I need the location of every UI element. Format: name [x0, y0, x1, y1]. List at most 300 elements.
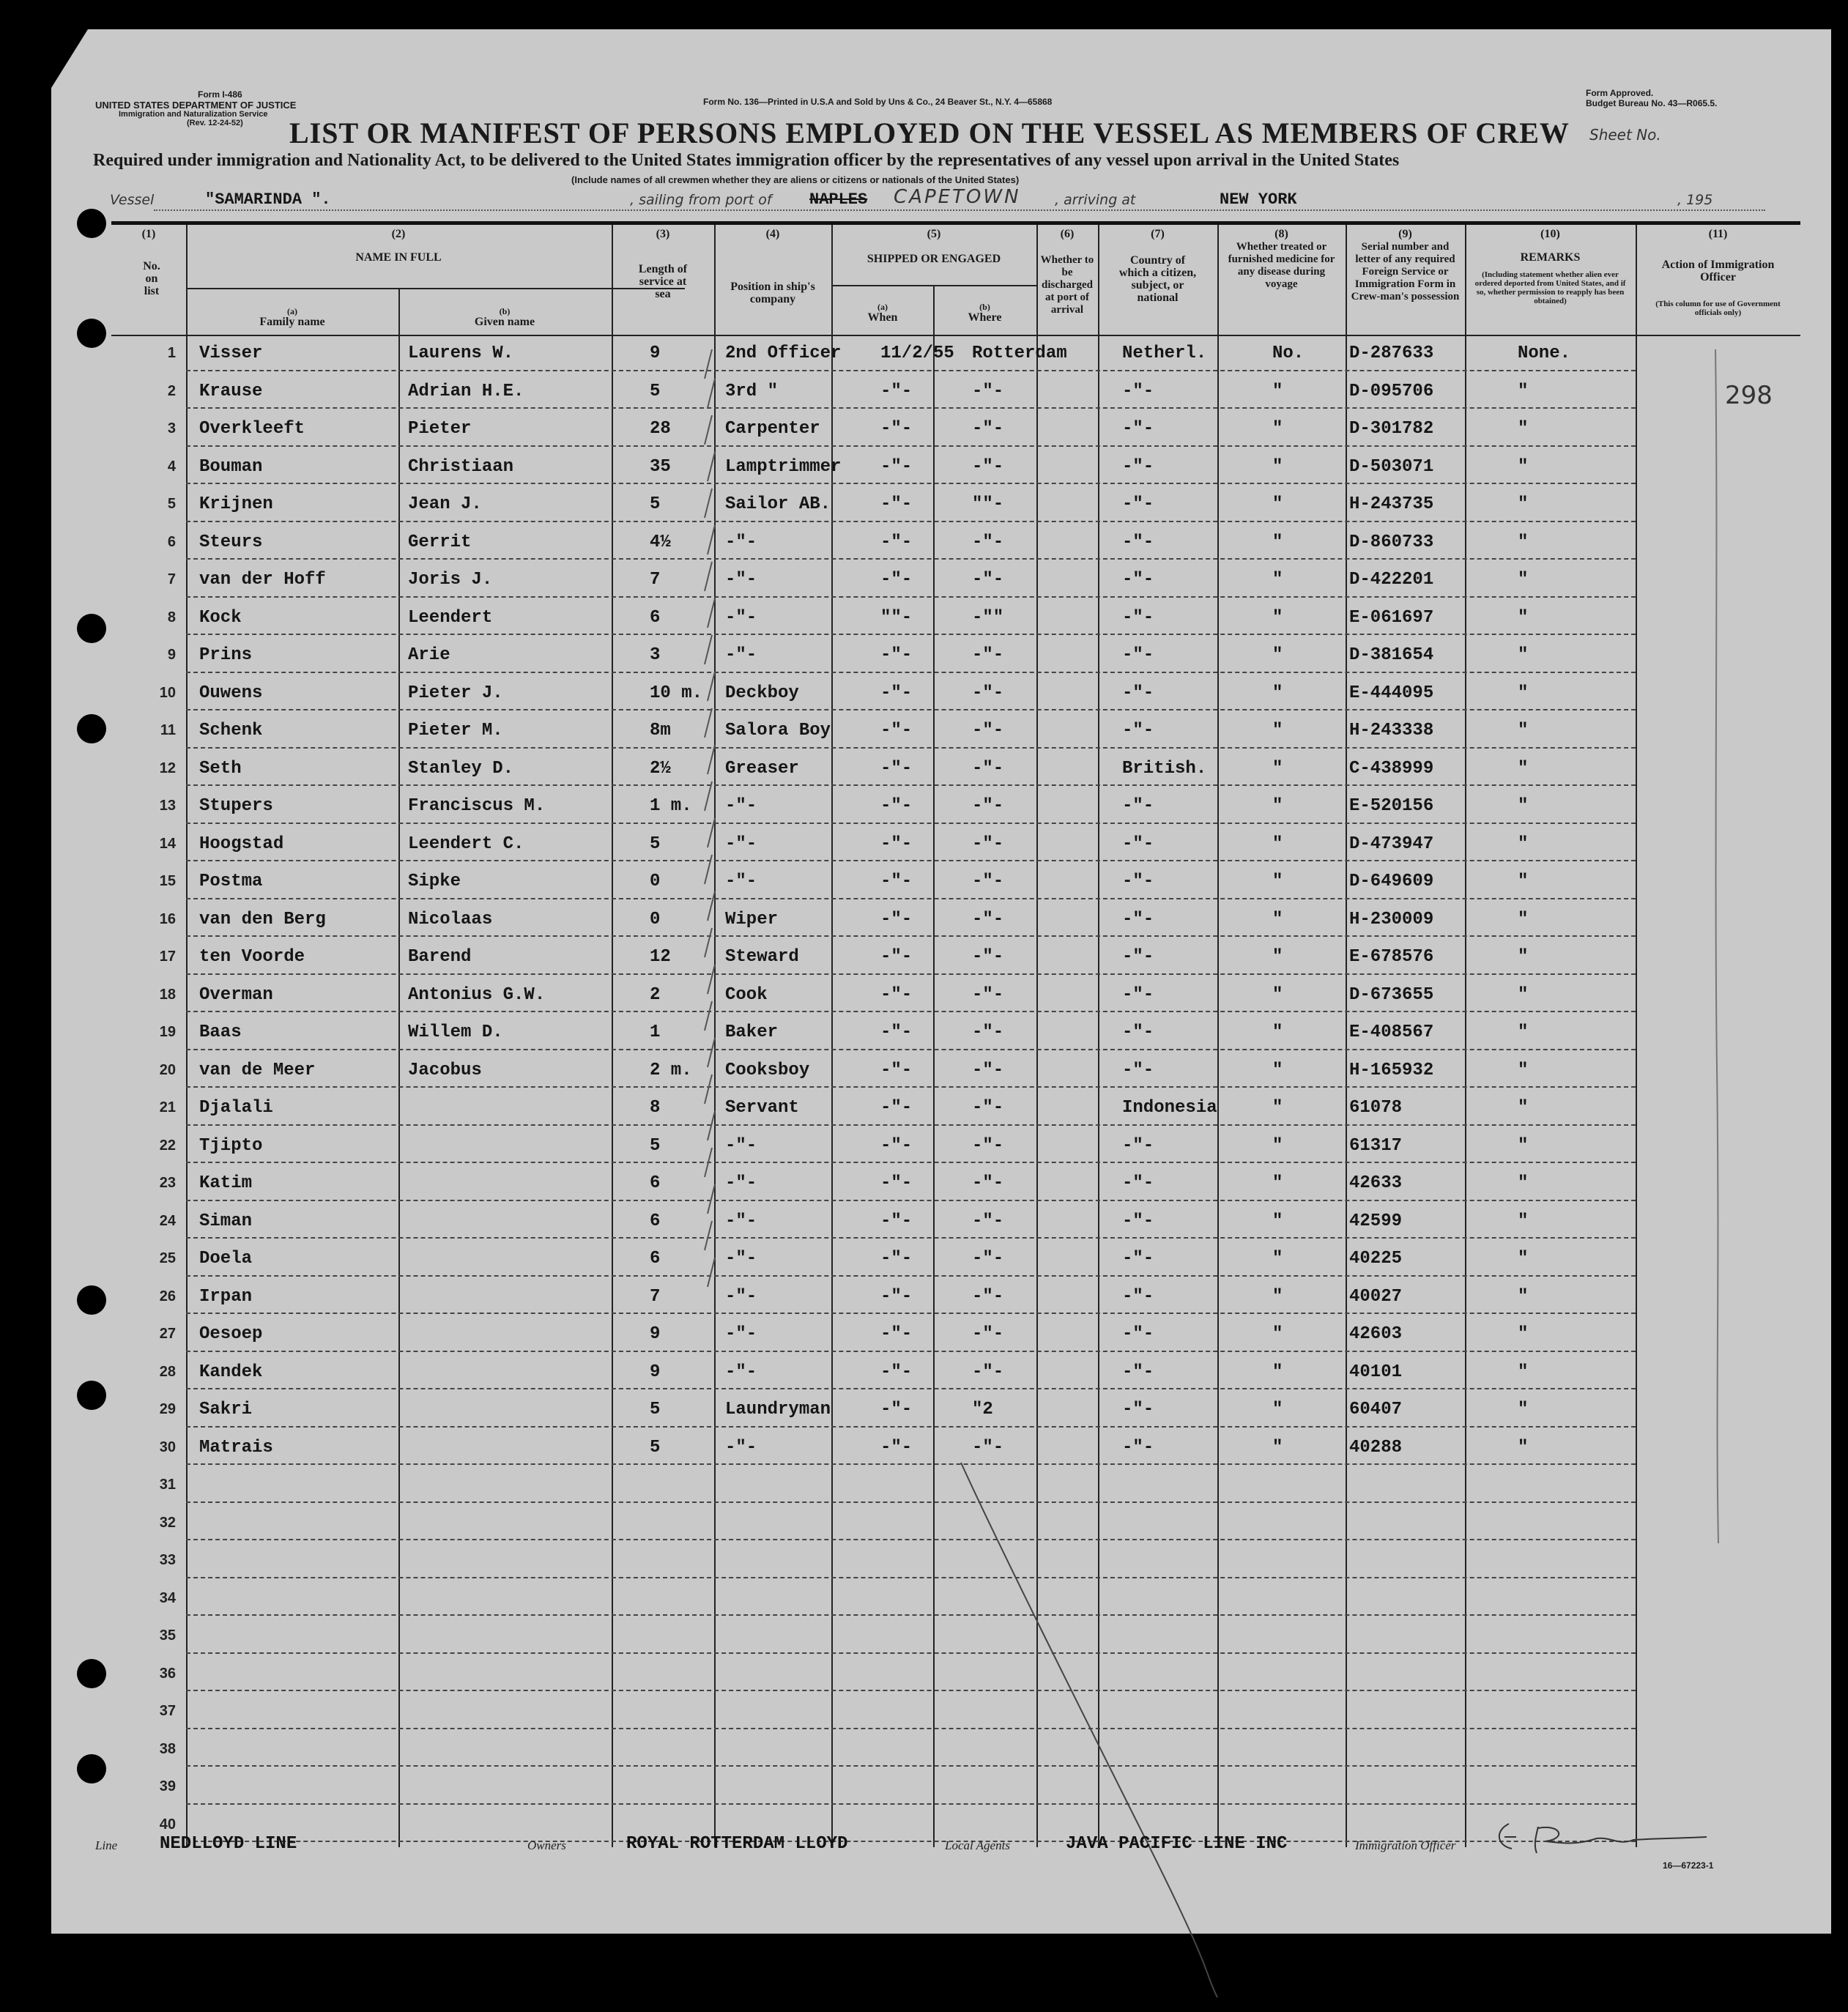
- row-number: 32: [159, 1514, 176, 1531]
- cell-where: -"-: [972, 456, 1004, 477]
- cell-serial: 40225: [1349, 1249, 1403, 1269]
- cell-medicine: ": [1272, 645, 1283, 665]
- cell-position: Wiper: [725, 909, 779, 929]
- cell-position: Sailor AB.: [725, 494, 831, 514]
- cell-remarks: ": [1518, 796, 1529, 816]
- arriving-label: , arriving at: [1055, 192, 1136, 208]
- cell-remarks: ": [1518, 683, 1529, 703]
- cell-position: Cook: [725, 984, 768, 1005]
- cell-medicine: ": [1272, 1098, 1283, 1118]
- col6-label: Whether to be discharged at port of arrival: [1040, 254, 1094, 316]
- cell-when: -"-: [880, 1362, 913, 1382]
- row-number: 38: [159, 1740, 176, 1757]
- cell-medicine: ": [1272, 984, 1283, 1005]
- row-rule: [186, 709, 1636, 710]
- cell-service: 2½: [650, 758, 671, 779]
- row-rule: [186, 1049, 1636, 1050]
- cell-country: -"-: [1122, 1060, 1154, 1080]
- cell-medicine: ": [1272, 1249, 1283, 1269]
- page-title: LIST OR MANIFEST OF PERSONS EMPLOYED ON THE VESSEL AS MEMBERS OF CREW: [289, 116, 1570, 149]
- cell-given: Jacobus: [408, 1060, 482, 1080]
- cell-where: -"-: [972, 721, 1004, 740]
- cell-family: van de Meer: [199, 1060, 316, 1080]
- vessel-name: "SAMARINDA ".: [205, 190, 331, 209]
- cell-when: -"-: [880, 1060, 913, 1080]
- cell-when: -"-: [880, 947, 913, 967]
- tick-marks: [683, 335, 727, 1580]
- stamp-number: 298: [1725, 381, 1773, 410]
- cell-serial: D-860733: [1349, 532, 1434, 552]
- cell-country: -"-: [1122, 1437, 1154, 1458]
- col2-num: (2): [391, 228, 406, 240]
- col2b-label: Given name: [474, 316, 535, 328]
- row-number: 6: [167, 533, 176, 550]
- cell-medicine: ": [1272, 1437, 1283, 1458]
- row-rule: [186, 1728, 1636, 1729]
- row-number: 16: [159, 910, 176, 927]
- cell-when: -"-: [880, 532, 913, 552]
- cell-service: 28: [650, 419, 671, 439]
- struck-port: NAPLES: [809, 190, 868, 209]
- cell-family: Oesoep: [199, 1324, 263, 1344]
- manifest-sheet: [51, 29, 1831, 1934]
- cell-medicine: ": [1272, 494, 1283, 514]
- col10-label: REMARKS: [1520, 251, 1581, 264]
- cell-family: Bouman: [199, 456, 263, 477]
- cell-position: Servant: [725, 1098, 799, 1118]
- cell-position: -"-: [725, 1437, 757, 1458]
- row-number: 29: [159, 1401, 176, 1417]
- cell-family: Overman: [199, 984, 273, 1005]
- cell-position: Deckboy: [725, 683, 799, 703]
- cell-medicine: ": [1272, 1324, 1283, 1344]
- cell-remarks: ": [1518, 1437, 1529, 1458]
- cell-serial: E-408567: [1349, 1022, 1434, 1042]
- row-number: 2: [167, 382, 176, 399]
- cell-serial: 42599: [1349, 1211, 1403, 1231]
- row-rule: [186, 1501, 1636, 1503]
- col4-num: (4): [765, 228, 780, 240]
- cell-remarks: ": [1518, 1324, 1529, 1344]
- punch-hole: [77, 1285, 106, 1315]
- row-number: 23: [159, 1175, 176, 1191]
- cell-serial: 40101: [1349, 1362, 1403, 1382]
- cell-country: -"-: [1122, 1211, 1154, 1231]
- col3-num: (3): [656, 228, 670, 240]
- agents-value: JAVA PACIFIC LINE INC: [1066, 1834, 1288, 1854]
- cell-when: -"-: [880, 494, 913, 514]
- cell-where: -"-: [972, 1324, 1004, 1344]
- row-rule: [186, 1765, 1636, 1767]
- crew-table: [111, 221, 1800, 1847]
- cell-serial: D-422201: [1349, 570, 1434, 590]
- cell-country: -"-: [1122, 834, 1154, 854]
- cell-family: Sakri: [199, 1400, 253, 1419]
- cell-family: Baas: [199, 1022, 242, 1042]
- col9-label: Serial number and letter of any required Foreign Service or Immigration Form in Crew-man's possession: [1351, 241, 1460, 302]
- cell-medicine: ": [1272, 909, 1283, 929]
- row-rule: [186, 596, 1636, 598]
- cell-where: -"-: [972, 1022, 1004, 1042]
- cell-serial: 42603: [1349, 1324, 1403, 1344]
- row-number: 17: [159, 949, 176, 965]
- cell-serial: D-301782: [1349, 419, 1434, 439]
- row-rule: [186, 860, 1636, 861]
- cell-family: van der Hoff: [199, 570, 326, 590]
- cell-when: -"-: [880, 570, 913, 590]
- cell-country: -"-: [1122, 872, 1154, 891]
- row-number: 25: [159, 1250, 176, 1266]
- cell-country: -"-: [1122, 1324, 1154, 1344]
- cell-serial: D-381654: [1349, 645, 1434, 665]
- cell-position: Cooksboy: [725, 1060, 810, 1080]
- cell-when: -"-: [880, 1437, 913, 1458]
- row-rule: [186, 1011, 1636, 1012]
- cell-where: -"-: [972, 909, 1004, 929]
- cell-position: -"-: [725, 607, 757, 628]
- cell-given: Barend: [408, 947, 472, 967]
- cell-service: 5: [650, 1437, 661, 1458]
- cell-medicine: ": [1272, 607, 1283, 628]
- cell-family: Matrais: [199, 1437, 273, 1458]
- cell-position: -"-: [725, 570, 757, 590]
- cell-medicine: ": [1272, 834, 1283, 854]
- cell-when: -"-: [880, 721, 913, 740]
- cell-where: -"": [972, 607, 1004, 628]
- cell-serial: E-678576: [1349, 947, 1434, 967]
- punch-hole: [77, 1659, 106, 1688]
- cell-when: -"-: [880, 1098, 913, 1118]
- cell-remarks: ": [1518, 1286, 1529, 1307]
- col5b-label: Where: [968, 311, 1002, 324]
- cell-country: -"-: [1122, 494, 1154, 514]
- cell-when: -"-: [880, 683, 913, 703]
- row-number: 33: [159, 1552, 176, 1568]
- row-rule: [186, 1275, 1636, 1277]
- cell-remarks: None.: [1518, 344, 1571, 363]
- cell-position: Lamptrimmer: [725, 456, 842, 477]
- row-rule: [186, 445, 1636, 447]
- cancel-stroke: [954, 1455, 1247, 2012]
- row-rule: [186, 1237, 1636, 1239]
- row-rule: [186, 898, 1636, 899]
- cell-position: -"-: [725, 1249, 757, 1269]
- cell-serial: 40027: [1349, 1286, 1403, 1307]
- cell-country: -"-: [1122, 984, 1154, 1005]
- cell-serial: D-473947: [1349, 834, 1434, 854]
- col7-num: (7): [1151, 228, 1165, 240]
- cell-remarks: ": [1518, 872, 1529, 891]
- agents-label: Local Agents: [945, 1838, 1010, 1852]
- cell-serial: E-444095: [1349, 683, 1434, 703]
- col10-note: (Including statement whether alien ever ordered deported from United States, and if so, whether permission to reapply has been obtained): [1474, 270, 1626, 305]
- cell-remarks: ": [1518, 1022, 1529, 1042]
- row-rule: [186, 973, 1636, 975]
- cell-remarks: ": [1518, 1098, 1529, 1118]
- cell-medicine: No.: [1272, 344, 1305, 363]
- row-rule: [186, 1351, 1636, 1352]
- row-number: 31: [159, 1477, 176, 1493]
- cell-service: 8m: [650, 721, 671, 740]
- cell-where: Rotterdam: [972, 344, 1067, 363]
- revision: (Rev. 12-24-52): [187, 119, 243, 127]
- cell-service: 3: [650, 645, 661, 665]
- cell-service: 6: [650, 1173, 661, 1193]
- row-number: 14: [159, 835, 176, 852]
- cell-given: Pieter M.: [408, 721, 503, 740]
- cell-medicine: ": [1272, 1022, 1283, 1042]
- col-divider: [1346, 225, 1347, 1847]
- cell-remarks: ": [1518, 1249, 1529, 1269]
- cell-given: Leendert C.: [408, 834, 524, 854]
- cell-service: 0: [650, 872, 661, 891]
- row-rule: [186, 1652, 1636, 1654]
- cell-country: -"-: [1122, 1022, 1154, 1042]
- row-number: 22: [159, 1137, 176, 1154]
- row-rule: [186, 1539, 1636, 1540]
- punch-hole: [77, 714, 106, 743]
- col-divider: [1465, 225, 1466, 1847]
- cell-country: -"-: [1122, 909, 1154, 929]
- cell-family: Visser: [199, 344, 263, 363]
- cell-country: -"-: [1122, 645, 1154, 665]
- cell-service: 12: [650, 947, 671, 967]
- row-rule: [186, 1313, 1636, 1314]
- cell-serial: 61078: [1349, 1098, 1403, 1118]
- cell-where: ""-: [972, 494, 1004, 514]
- row-rule: [186, 1162, 1636, 1163]
- cell-where: -"-: [972, 796, 1004, 816]
- cell-remarks: ": [1518, 456, 1529, 477]
- cell-where: "2: [972, 1400, 993, 1419]
- col-divider: [1636, 225, 1637, 1847]
- col1-num: (1): [141, 228, 156, 240]
- cell-country: -"-: [1122, 532, 1154, 552]
- cell-medicine: ": [1272, 381, 1283, 401]
- cell-when: -"-: [880, 758, 913, 779]
- owners-label: Owners: [527, 1838, 566, 1852]
- cell-service: 6: [650, 1249, 661, 1269]
- cell-when: -"-: [880, 1135, 913, 1156]
- cell-service: 7: [650, 1286, 661, 1307]
- col5-num: (5): [927, 228, 941, 240]
- cell-where: -"-: [972, 1249, 1004, 1269]
- row-number: 27: [159, 1326, 176, 1342]
- officer-pencil-line: [1693, 335, 1737, 1580]
- row-number: 3: [167, 420, 176, 437]
- cell-given: Franciscus M.: [408, 796, 546, 816]
- cell-family: Prins: [199, 645, 253, 665]
- cell-country: -"-: [1122, 1249, 1154, 1269]
- col10-num: (10): [1540, 228, 1560, 240]
- col11-num: (11): [1708, 228, 1728, 240]
- cell-position: -"-: [725, 796, 757, 816]
- vessel-dotted-line: [154, 209, 1765, 211]
- cell-remarks: ": [1518, 834, 1529, 854]
- col5b-num: (b): [979, 302, 990, 312]
- cell-service: 5: [650, 381, 661, 401]
- row-number: 30: [159, 1439, 176, 1455]
- cell-service: 5: [650, 834, 661, 854]
- officer-label: Immigration Officer: [1355, 1838, 1456, 1852]
- cell-when: -"-: [880, 645, 913, 665]
- cell-remarks: ": [1518, 758, 1529, 779]
- cell-family: van den Berg: [199, 909, 326, 929]
- col2b-num: (b): [499, 306, 511, 316]
- cell-service: 2 m.: [650, 1060, 692, 1080]
- cell-given: Arie: [408, 645, 450, 665]
- cell-remarks: ": [1518, 494, 1529, 514]
- vessel-label: Vessel: [110, 192, 155, 208]
- cell-given: Sipke: [408, 872, 461, 891]
- punch-hole: [77, 319, 106, 348]
- row-number: 40: [159, 1816, 176, 1833]
- col-divider: [612, 225, 613, 1847]
- col11-note: (This column for use of Government officials only): [1655, 300, 1781, 317]
- cell-given: Christiaan: [408, 456, 514, 477]
- cell-when: ""-: [880, 607, 913, 628]
- cell-medicine: ": [1272, 456, 1283, 477]
- cell-medicine: ": [1272, 1400, 1283, 1419]
- cell-where: -"-: [972, 947, 1004, 967]
- cell-country: -"-: [1122, 796, 1154, 816]
- officer-signature: [1487, 1816, 1721, 1860]
- row-number: 20: [159, 1061, 176, 1078]
- col1-label: No. on list: [143, 260, 160, 297]
- sailing-port: CAPETOWN: [894, 186, 1021, 208]
- cell-remarks: ": [1518, 381, 1529, 401]
- cell-family: Doela: [199, 1249, 253, 1269]
- row-rule: [186, 784, 1636, 786]
- cell-medicine: ": [1272, 1060, 1283, 1080]
- cell-medicine: ": [1272, 532, 1283, 552]
- cell-country: -"-: [1122, 570, 1154, 590]
- cell-medicine: ": [1272, 758, 1283, 779]
- col-divider: [933, 285, 935, 1847]
- cell-position: -"-: [725, 872, 757, 891]
- cell-given: Leendert: [408, 607, 493, 628]
- row-rule: [186, 935, 1636, 937]
- cell-family: Schenk: [199, 721, 263, 740]
- cell-service: 5: [650, 494, 661, 514]
- punch-hole: [77, 1381, 106, 1410]
- col8-num: (8): [1274, 228, 1288, 240]
- row-number: 19: [159, 1024, 176, 1040]
- col9-num: (9): [1398, 228, 1412, 240]
- cell-when: -"-: [880, 1400, 913, 1419]
- col2a-label: Family name: [259, 316, 325, 328]
- cell-where: -"-: [972, 1362, 1004, 1382]
- row-number: 36: [159, 1665, 176, 1682]
- row-number: 35: [159, 1627, 176, 1644]
- cell-country: -"-: [1122, 1400, 1154, 1419]
- cell-remarks: ": [1518, 984, 1529, 1005]
- cell-position: 3rd ": [725, 381, 779, 401]
- cell-family: Stupers: [199, 796, 273, 816]
- cell-serial: 61317: [1349, 1135, 1403, 1156]
- cell-remarks: ": [1518, 1173, 1529, 1193]
- sheet-label: Sheet No.: [1589, 126, 1661, 144]
- cell-given: Antonius G.W.: [408, 984, 546, 1005]
- cell-serial: H-243338: [1349, 721, 1434, 740]
- col5a-label: When: [867, 311, 898, 324]
- cell-position: Laundryman: [725, 1400, 831, 1419]
- row-rule: [186, 521, 1636, 522]
- cell-remarks: ": [1518, 1400, 1529, 1419]
- cell-when: -"-: [880, 456, 913, 477]
- cell-remarks: ": [1518, 1362, 1529, 1382]
- arrival-port: NEW YORK: [1220, 190, 1297, 209]
- cell-family: Krause: [199, 381, 263, 401]
- cell-remarks: ": [1518, 419, 1529, 439]
- cell-serial: E-061697: [1349, 607, 1434, 628]
- row-number: 24: [159, 1212, 176, 1229]
- cell-country: -"-: [1122, 1173, 1154, 1193]
- cell-medicine: ": [1272, 1362, 1283, 1382]
- cell-given: Willem D.: [408, 1022, 503, 1042]
- col2-label: NAME IN FULL: [355, 251, 442, 264]
- cell-when: -"-: [880, 1211, 913, 1231]
- cell-when: -"-: [880, 1249, 913, 1269]
- cell-country: -"-: [1122, 607, 1154, 628]
- cell-where: -"-: [972, 570, 1004, 590]
- row-rule: [186, 370, 1636, 371]
- cell-service: 7: [650, 570, 661, 590]
- cell-remarks: ": [1518, 607, 1529, 628]
- cell-medicine: ": [1272, 796, 1283, 816]
- row-number: 5: [167, 496, 176, 512]
- cell-family: Katim: [199, 1173, 253, 1193]
- cell-where: -"-: [972, 532, 1004, 552]
- cell-medicine: ": [1272, 1135, 1283, 1156]
- row-number: 7: [167, 571, 176, 587]
- cell-serial: D-649609: [1349, 872, 1434, 891]
- cell-family: Siman: [199, 1211, 253, 1231]
- sailing-label: , sailing from port of: [630, 192, 772, 208]
- cell-where: -"-: [972, 1211, 1004, 1231]
- cell-given: Stanley D.: [408, 758, 514, 779]
- cell-given: Pieter: [408, 419, 472, 439]
- col7-label: Country of which a citizen, subject, or national: [1118, 254, 1197, 304]
- cell-remarks: ": [1518, 1211, 1529, 1231]
- cell-position: -"-: [725, 1211, 757, 1231]
- row-rule: [186, 558, 1636, 560]
- cell-where: -"-: [972, 381, 1004, 401]
- cell-medicine: ": [1272, 1173, 1283, 1193]
- cell-service: 9: [650, 1324, 661, 1344]
- cell-medicine: ": [1272, 721, 1283, 740]
- cell-position: Greaser: [725, 758, 799, 779]
- row-rule: [186, 1200, 1636, 1201]
- cell-where: -"-: [972, 984, 1004, 1005]
- row-number: 1: [167, 345, 176, 361]
- cell-family: Seth: [199, 758, 242, 779]
- cell-medicine: ": [1272, 947, 1283, 967]
- cell-when: -"-: [880, 1286, 913, 1307]
- cell-family: Irpan: [199, 1286, 253, 1307]
- cell-remarks: ": [1518, 947, 1529, 967]
- row-number: 39: [159, 1778, 176, 1794]
- cell-position: -"-: [725, 834, 757, 854]
- cell-family: Hoogstad: [199, 834, 284, 854]
- cell-family: Postma: [199, 872, 263, 891]
- cell-where: -"-: [972, 683, 1004, 703]
- header-bottom-rule: [111, 335, 1800, 336]
- cell-remarks: ": [1518, 909, 1529, 929]
- col5a-num: (a): [877, 302, 888, 312]
- cell-where: -"-: [972, 645, 1004, 665]
- cell-when: -"-: [880, 909, 913, 929]
